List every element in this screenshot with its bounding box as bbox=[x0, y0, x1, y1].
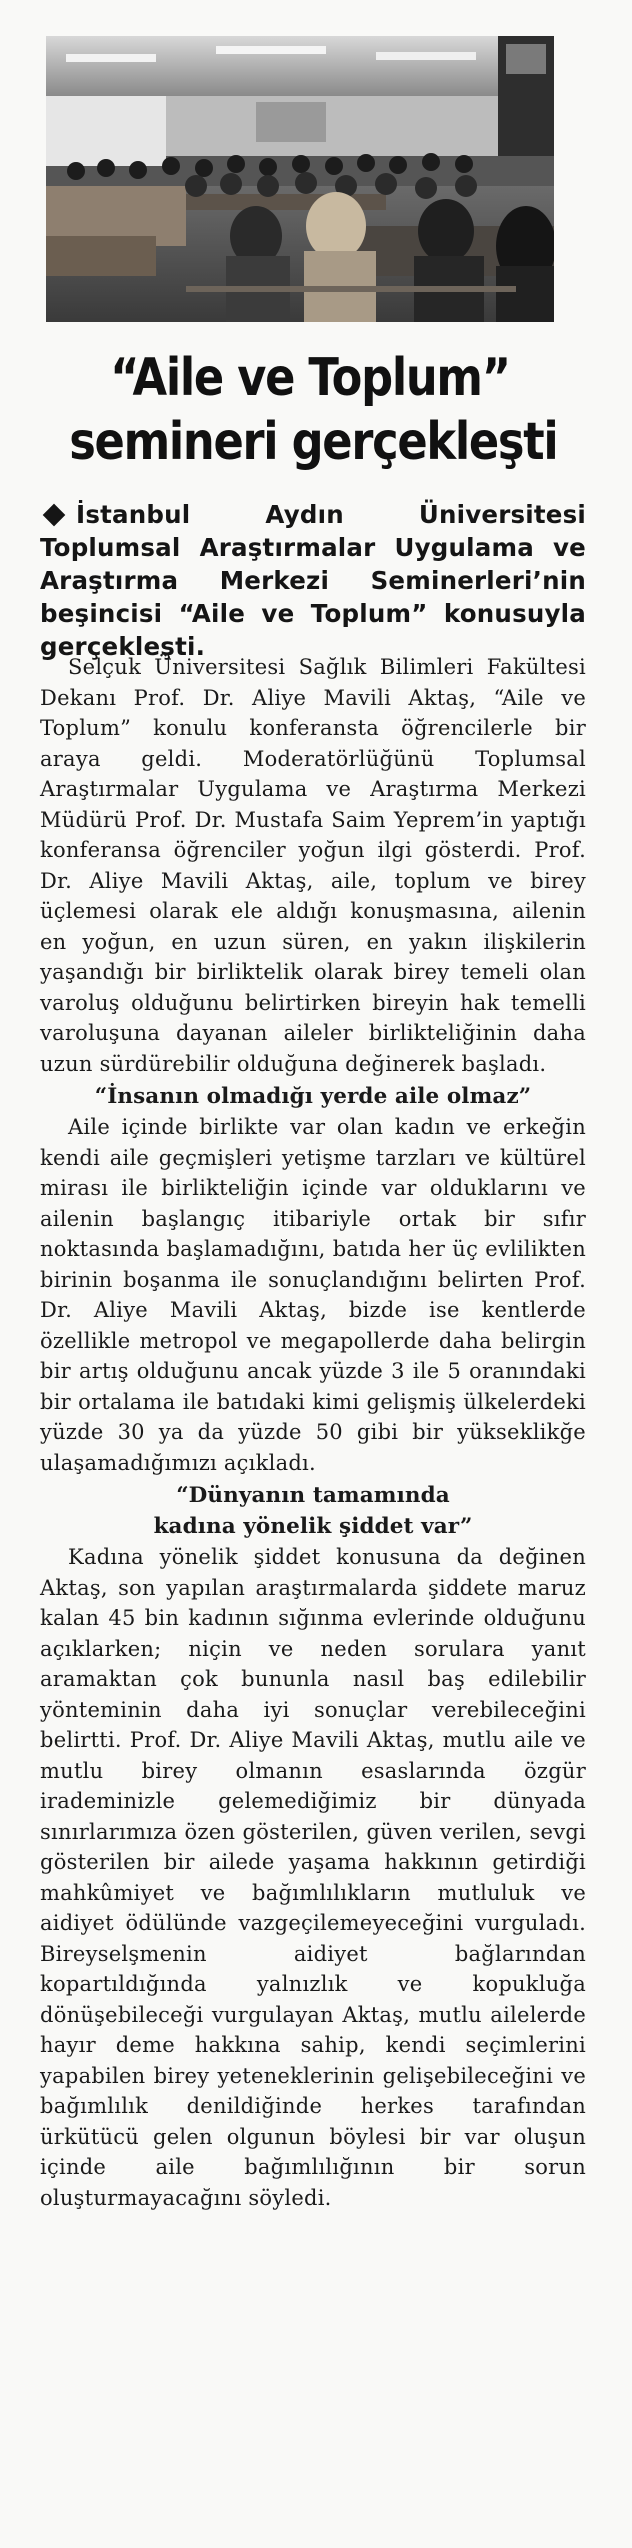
subhead-1-line-1: “İnsanın olmadığı yerde aile olmaz” bbox=[94, 1084, 532, 1109]
headline-line-1: “Aile ve Toplum” bbox=[110, 348, 510, 408]
seminar-photo-drawing bbox=[46, 36, 554, 322]
body-paragraph-3: Kadına yönelik şiddet konusuna da değinen Aktaş, son yapılan araştırmalarda şiddete maruz kalan 45 bin kadının sığınma evlerinde olduğunu açıklarken; niçin ve neden sorulara yanıt aramaktan çok bununla nasıl baş edilebilir yönteminin daha iyi sonuçlar verebileceğini belirtti. Prof. Dr. Aliye Mavili Aktaş, mutlu aile ve mutlu birey olmanın esaslarında özgür irademinizle gelemediğimiz bir dünyada sınırlarımıza özen gösterilen, güven verilen, sevgi gösterilen bir ailede yaşama hakkının getirdiği mahkûmiyet ve bağımlılıkların mutluluk ve aidiyet ödülünde vazgeçilemeyeceğini vurguladı. Bireyselşmenin aidiyet bağlarından kopartıldığında yalnızlık ve kopukluğa dönüşebileceği vurgulayan Aktaş, mutlu ailelerde hayır deme hakkına sahip, kendi seçimlerini yapabilen birey yeteneklerinin gelişebileceğini ve bağımlılık denildiğinde herkes tarafından ürkütücü gelen olgunun böylesi bir var oluşun içinde aile bağımlılığının bir sorun oluşturmayacağını söyledi. bbox=[40, 1545, 586, 2210]
headline-line-2: semineri gerçekleşti bbox=[69, 412, 558, 472]
diamond-icon bbox=[43, 504, 66, 527]
headline bbox=[69, 346, 558, 474]
body-paragraph-2: Aile içinde birlikte var olan kadın ve erkeğin kendi aile geçmişleri yetişme tarzları ve kültürel mirası ile birlikteliğin içinde var olduklarını ve ailenin başlangıç itibariyle ortak bir sıfır noktasında başlamadığını, batıda her üç evlilikten birinin boşanma ile sonuçlandığını belirten Prof. Dr. Aliye Mavili Aktaş, bizde ise kentlerde özellikle metropol ve megapollerde daha belirgin bir artış olduğunu ancak yüzde 3 ile 5 oranındaki bir ortalama ile batıdaki kimi gelişmiş ülkelerdeki yüzde 30 ya da yüzde 50 gibi bir yükseklikğe ulaşamadığımızı açıkladı. bbox=[40, 1115, 586, 1475]
subhead-2-line-2: kadına yönelik şiddet var” bbox=[153, 1514, 473, 1539]
seminar-photo bbox=[46, 36, 554, 322]
lead-text: İstanbul Aydın Üniversitesi Toplumsal Araştırmalar Uygulama ve Araştırma Merkezi Seminerleri’nin beşincisi “Aile ve Toplum” konusuyla gerçekleşti. bbox=[40, 500, 586, 661]
subhead-2-line-1: “Dünyanın tamamında bbox=[176, 1483, 450, 1508]
subhead-2 bbox=[40, 1480, 586, 1542]
subhead-1 bbox=[40, 1081, 586, 1112]
article-body bbox=[40, 652, 586, 2213]
lead-paragraph bbox=[40, 498, 586, 663]
body-paragraph-1: Selçuk Üniversitesi Sağlık Bilimleri Fakültesi Dekanı Prof. Dr. Aliye Mavili Aktaş, “Aile ve Toplum” konulu konferansta öğrencilerle bir araya geldi. Moderatörlüğünü Toplumsal Araştırmalar Uygulama ve Araştırma Merkezi Müdürü Prof. Dr. Mustafa Saim Yeprem’in yaptığı konferansa öğrenciler yoğun ilgi gösterdi. Prof. Dr. Aliye Mavili Aktaş, aile, toplum ve birey üçlemesi olarak ele aldığı konuşmasına, ailenin en yoğun, en uzun süren, en yakın ilişkilerin yaşandığı bir birliktelik olarak birey temeli olan varoluş olduğunu belirtirken bireyin hak temelli varoluşuna dayanan aileler birlikteliğinin daha uzun sürdürebilir olduğuna değinerek başladı. bbox=[40, 655, 586, 1076]
